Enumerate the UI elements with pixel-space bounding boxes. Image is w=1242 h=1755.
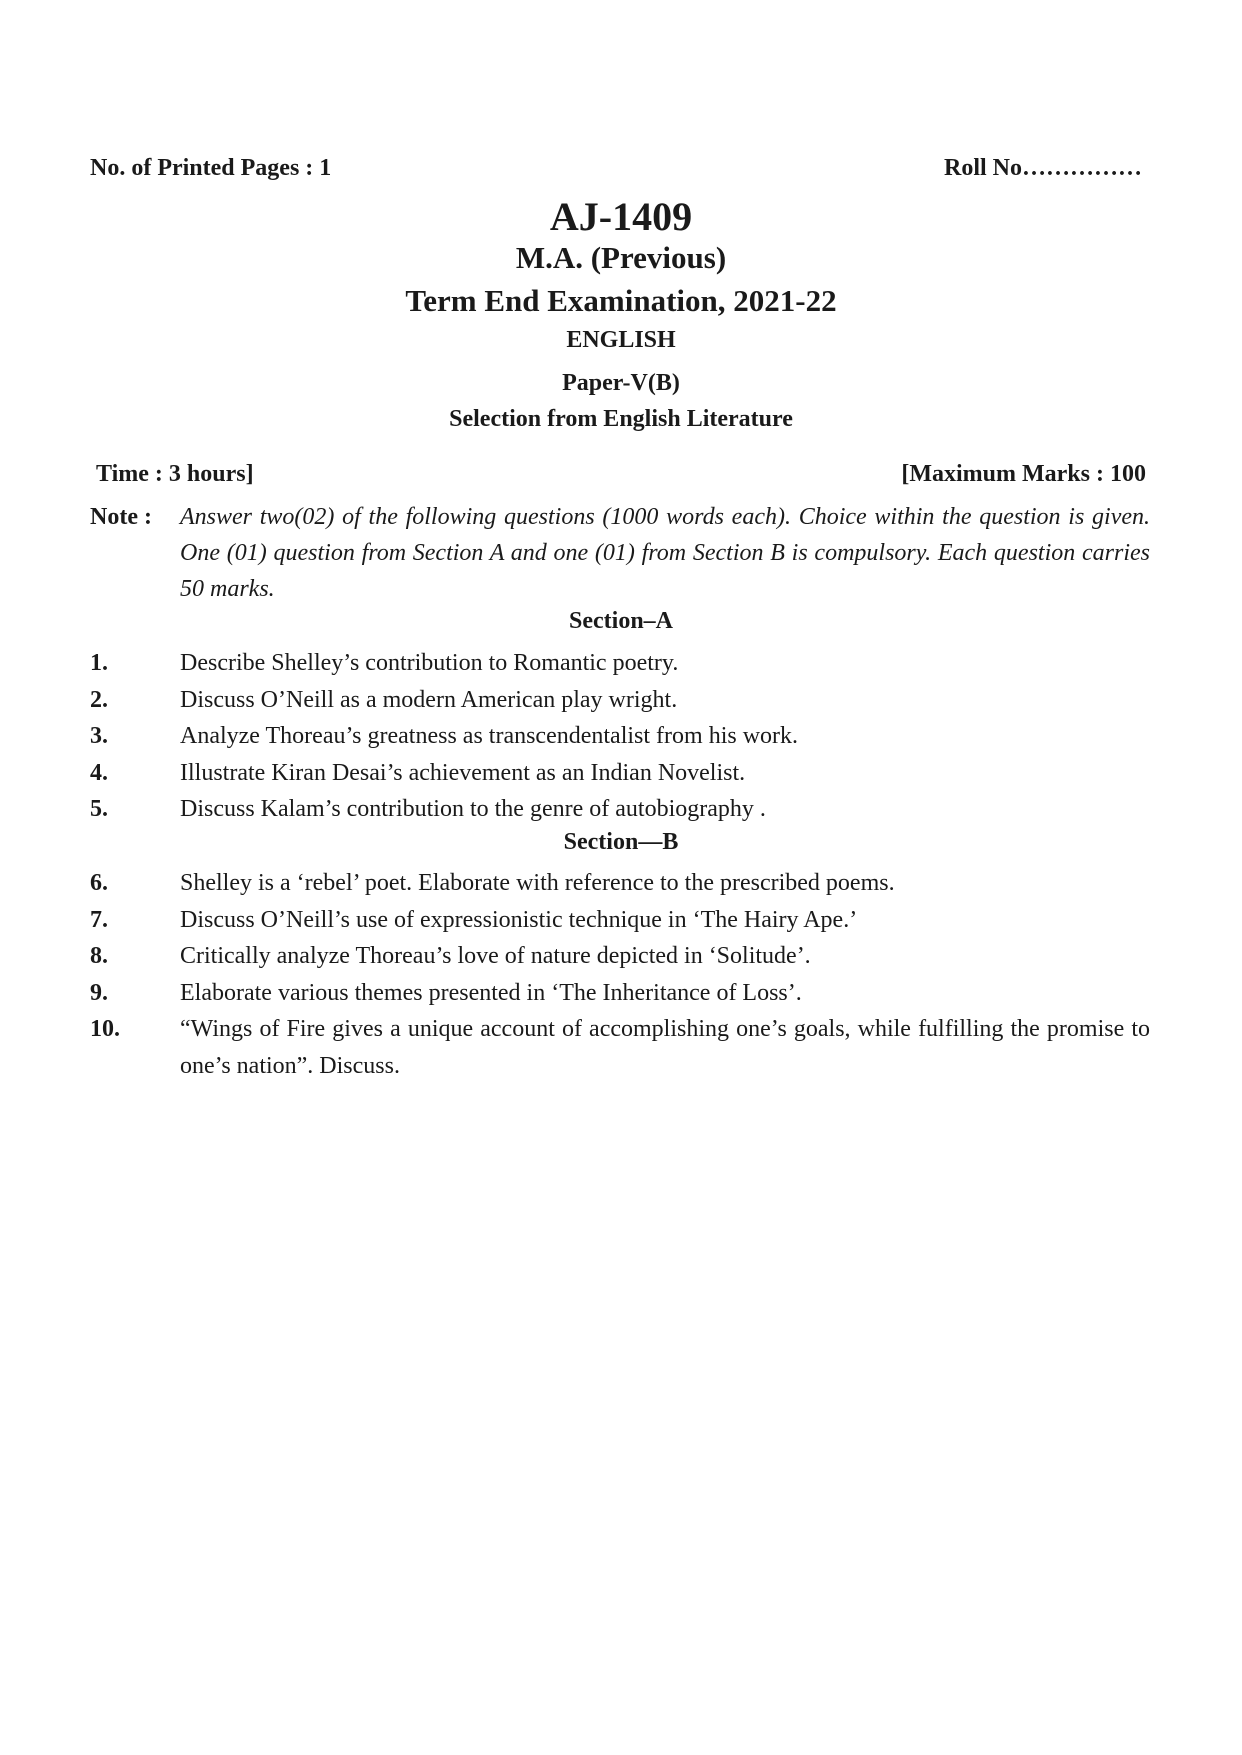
question-number: 7. — [90, 906, 108, 933]
instructions-note — [90, 499, 1150, 607]
question-item — [90, 865, 1150, 902]
question-item — [90, 902, 1150, 939]
question-number: 9. — [90, 979, 108, 1006]
question-item — [90, 718, 1150, 755]
roll-number: Roll No…………… — [944, 155, 1142, 181]
question-item — [90, 682, 1150, 719]
time-allowed: Time : 3 hours] — [96, 461, 254, 487]
question-item — [90, 791, 1150, 828]
question-number: 4. — [90, 759, 108, 786]
question-text: Discuss O’Neill’s use of expressionistic technique in ‘The Hairy Ape.’ — [180, 906, 858, 933]
question-number: 8. — [90, 943, 108, 969]
question-number: 10. — [90, 1016, 120, 1042]
question-number: 2. — [90, 686, 108, 713]
exam-title: Term End Examination, 2021-22 — [405, 283, 837, 318]
section-b-heading: Section—B — [563, 829, 679, 855]
paper-code: AJ-1409 — [549, 194, 693, 239]
section-b-questions — [90, 865, 1150, 1084]
degree-title: M.A. (Previous) — [515, 240, 727, 275]
question-text: Illustrate Kiran Desai’s achievement as an Indian Novelist. — [180, 759, 746, 786]
question-text: Elaborate various themes presented in ‘The Inheritance of Loss’. — [180, 979, 802, 1006]
time-marks-row — [96, 461, 1146, 488]
question-number: 5. — [90, 796, 108, 822]
question-text: “Wings of Fire gives a unique account of accomplishing one’s goals, while fulfilling the promise to one’s nation”. Discuss. — [180, 1016, 1150, 1079]
paper-number: Paper-V(B) — [562, 370, 680, 396]
question-text: Analyze Thoreau’s greatness as transcendentalist from his work. — [180, 723, 799, 749]
question-text: Describe Shelley’s contribution to Romantic poetry. — [180, 650, 679, 676]
question-item — [90, 755, 1150, 792]
paper-title: Selection from English Literature — [449, 406, 793, 432]
printed-pages: No. of Printed Pages : 1 — [90, 155, 332, 181]
section-a-heading: Section–A — [569, 608, 673, 634]
question-text: Shelley is a ‘rebel’ poet. Elaborate with reference to the prescribed poems. — [180, 870, 895, 896]
question-item — [90, 645, 1150, 682]
maximum-marks: [Maximum Marks : 100 — [901, 461, 1146, 487]
question-item — [90, 1011, 1150, 1084]
question-item — [90, 975, 1150, 1012]
question-text: Discuss O’Neill as a modern American play wright. — [180, 686, 678, 713]
question-text: Discuss Kalam’s contribution to the genre of autobiography . — [180, 796, 766, 822]
section-a-questions — [90, 645, 1150, 828]
question-number: 3. — [90, 723, 108, 749]
question-number: 1. — [90, 650, 108, 676]
note-label: Note : — [90, 504, 152, 530]
question-item — [90, 938, 1150, 975]
question-text: Critically analyze Thoreau’s love of nature depicted in ‘Solitude’. — [180, 943, 811, 969]
question-number: 6. — [90, 870, 108, 896]
header-top-row — [90, 155, 1142, 182]
note-text: Answer two(02) of the following questions (1000 words each). Choice within the question is given. One (01) question from Section A and one (01) from Section B is compulsory. Each question carries 50 marks. — [180, 504, 1150, 602]
subject-title: ENGLISH — [566, 327, 676, 353]
